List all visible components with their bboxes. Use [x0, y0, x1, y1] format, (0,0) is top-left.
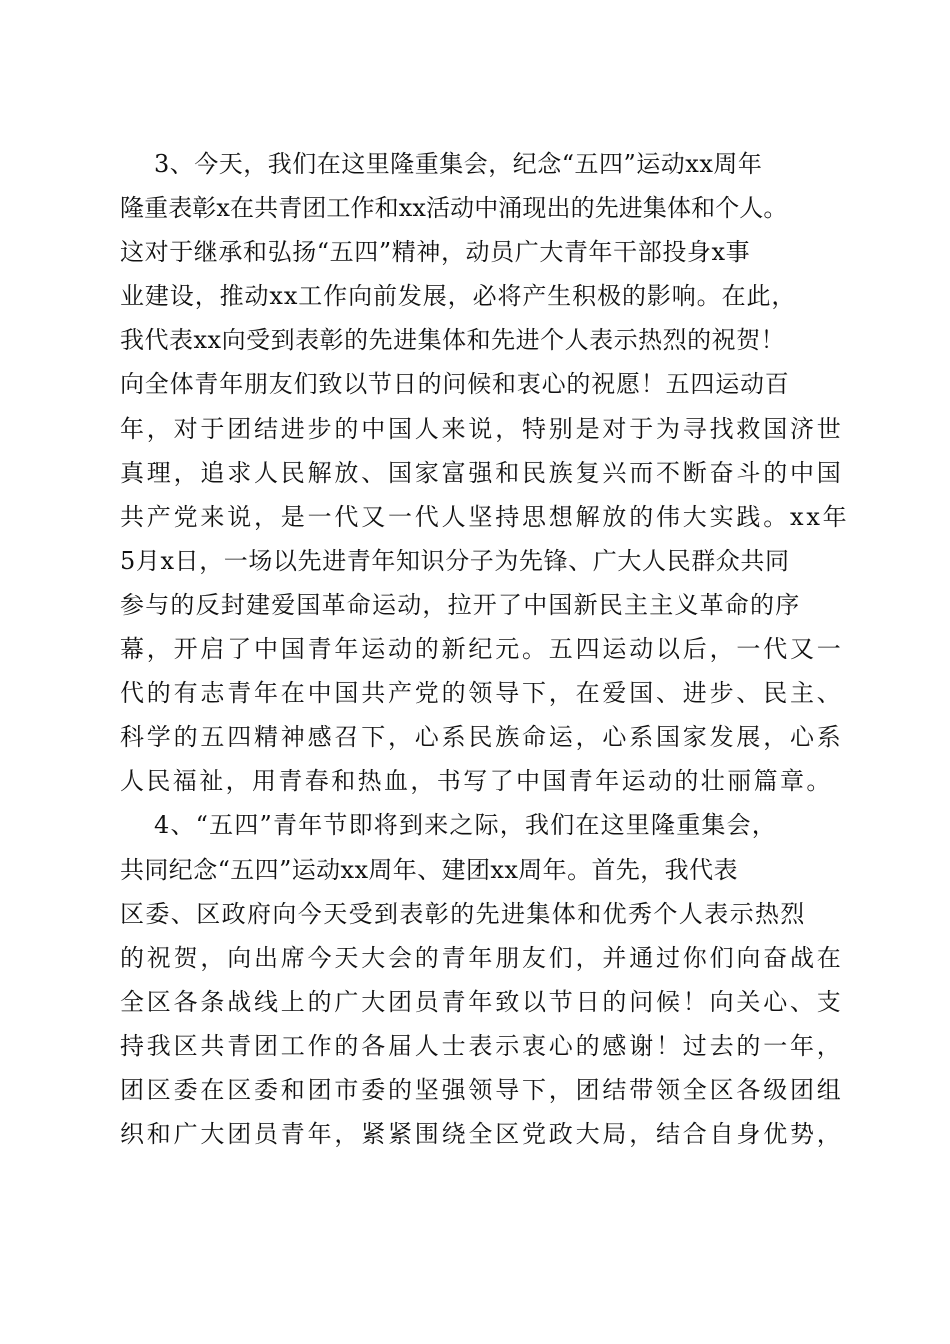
text-line: 共产党来说，是一代又一代人坚持思想解放的伟大实践。xx年 — [120, 502, 850, 531]
text-line: 科学的五四精神感召下，心系民族命运，心系国家发展，心系 — [120, 723, 844, 752]
text-line: 织和广大团员青年，紧紧围绕全区党政大局，结合自身优势， — [120, 1120, 844, 1149]
text-line: 4、“五四”青年节即将到来之际，我们在这里隆重集会， — [154, 811, 778, 840]
text-line: 团区委在区委和团市委的坚强领导下，团结带领全区各级团组 — [120, 1075, 844, 1104]
document-body — [120, 142, 850, 1156]
text-line: 全区各条战线上的广大团员青年致以节日的问候！向关心、支 — [120, 987, 844, 1016]
text-line: 5月x日，一场以先进青年知识分子为先锋、广大人民群众共同 — [120, 546, 790, 575]
text-line: 3、今天，我们在这里隆重集会，纪念“五四”运动xx周年 — [154, 150, 763, 178]
text-line: 隆重表彰x在共青团工作和xx活动中涌现出的先进集体和个人。 — [120, 194, 788, 223]
paragraph-3 — [120, 142, 850, 803]
text-line: 的祝贺，向出席今天大会的青年朋友们，并通过你们向奋战在 — [120, 943, 844, 972]
text-line: 代的有志青年在中国共产党的领导下，在爱国、进步、民主、 — [120, 679, 844, 708]
text-line: 共同纪念“五四”运动xx周年、建团xx周年。首先，我代表 — [120, 855, 738, 884]
text-line: 业建设，推动xx工作向前发展，必将产生积极的影响。在此， — [120, 282, 797, 311]
text-line: 参与的反封建爱国革命运动，拉开了中国新民主主义革命的序 — [120, 590, 801, 619]
text-line: 区委、区政府向今天受到表彰的先进集体和优秀个人表示热烈 — [120, 899, 806, 928]
text-line: 真理，追求人民解放、国家富强和民族复兴而不断奋斗的中国 — [120, 458, 844, 487]
text-line: 持我区共青团工作的各届人士表示衷心的感谢！过去的一年， — [120, 1031, 844, 1060]
text-line: 年，对于团结进步的中国人来说，特别是对于为寻找救国济世 — [120, 414, 844, 443]
text-line: 幕，开启了中国青年运动的新纪元。五四运动以后，一代又一 — [120, 635, 844, 664]
text-line: 这对于继承和弘扬“五四”精神，动员广大青年干部投身x事 — [120, 238, 751, 267]
text-line: 人民福祉，用青春和热血，书写了中国青年运动的壮丽篇章。 — [120, 767, 833, 796]
text-line: 向全体青年朋友们致以节日的问候和衷心的祝愿！五四运动百 — [120, 370, 790, 399]
paragraph-4 — [120, 803, 844, 1156]
text-line: 我代表xx向受到表彰的先进集体和先进个人表示热烈的祝贺！ — [120, 326, 786, 355]
